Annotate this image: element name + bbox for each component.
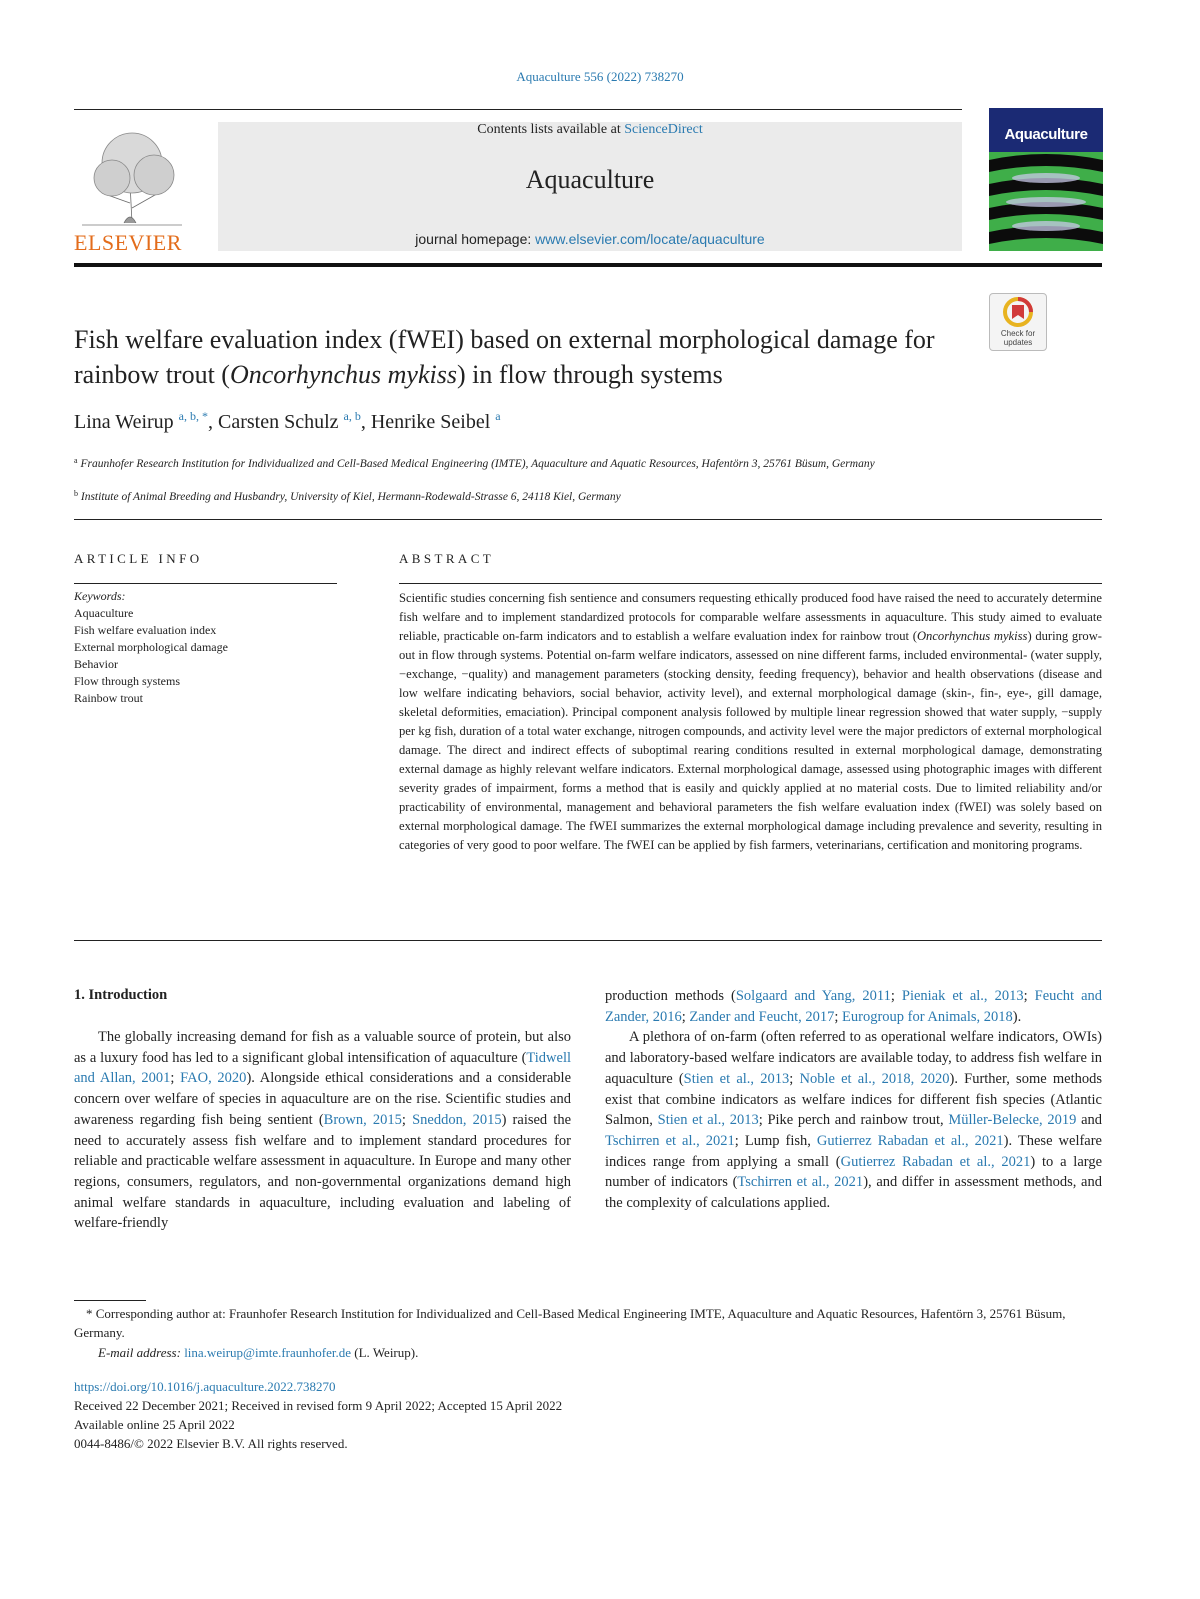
email-note: E-mail address: lina.weirup@imte.fraunhofer.de (L. Weirup). [98, 1345, 419, 1360]
citation-link[interactable]: FAO, 2020 [180, 1070, 247, 1087]
journal-cover-thumbnail[interactable] [989, 108, 1103, 251]
header-thick-rule [74, 263, 1102, 267]
keyword: Behavior [74, 657, 118, 671]
check-for-updates-label: Check for updates [1000, 329, 1036, 347]
received-dates: Received 22 December 2021; Received in revised form 9 April 2022; Accepted 15 April 2022 [74, 1398, 563, 1413]
introduction-heading: 1. Introduction [74, 987, 168, 1003]
article-title: Fish welfare evaluation index (fWEI) based on external morphological damage for rainbow trout (Oncorhynchus mykiss) in flow through systems [74, 325, 935, 389]
citation-link[interactable]: Tidwell and Allan, 2001 [74, 1049, 571, 1087]
article-info-heading: ARTICLE INFO [74, 551, 203, 566]
citation-link[interactable]: Pieniak et al., 2013 [901, 988, 1024, 1004]
journal-homepage: journal homepage: www.elsevier.com/locate/aquaculture [415, 231, 765, 247]
citation-link[interactable]: Zander and Feucht, 2017 [689, 1008, 835, 1025]
keyword: Fish welfare evaluation index [74, 623, 217, 637]
affiliation: $^b$ Institute of Animal Breeding and Husbandry, University of Kiel, Hermann-Rodewald-Strasse 6, 24118 Kiel, Germany [74, 489, 621, 503]
keyword: Rainbow trout [74, 691, 143, 705]
footnote-rule [74, 1300, 146, 1301]
citation-link[interactable]: Tschirren et al., 2021 [737, 1174, 864, 1191]
cover-title: Aquaculture [1004, 126, 1088, 143]
author-affil-marks[interactable]: a [495, 409, 501, 423]
author-affil-marks[interactable]: a, b, * [178, 409, 208, 423]
citation-link[interactable]: Tschirren et al., 2021 [605, 1132, 735, 1149]
contents-line: Contents lists available at ScienceDirect [477, 122, 703, 137]
citation-link[interactable]: Gutierrez Rabadan et al., 2021 [840, 1153, 1031, 1170]
keyword: Aquaculture [74, 606, 134, 620]
header-rule [74, 109, 962, 110]
intro-right-column [605, 986, 1102, 1214]
sciencedirect-link[interactable]: ScienceDirect [624, 122, 703, 137]
abstract-end-rule [74, 940, 1102, 941]
article-info-rule [74, 583, 337, 584]
author-name[interactable]: Lina Weirup [74, 411, 174, 433]
elsevier-wordmark: ELSEVIER [74, 230, 182, 255]
keywords-list [74, 588, 228, 707]
keywords-label: Keywords: [74, 589, 126, 603]
crossmark-icon [990, 294, 1046, 330]
intro-paragraph: A plethora of on-farm (often referred to as operational welfare indicators, OWIs) and laboratory-based welfare indicators are available today, to address fish welfare in aquaculture (Stien et al., 2013; Noble et al., 2018, 2020). Further, some methods exist that combine indicators as welfare indices for different fish species (Atlantic Salmon, Stien et al., 2013; Pike perch and rainbow trout, Müller-Belecke, 2019 and Tschirren et al., 2021; Lump fish, Gutierrez Rabadan et al., 2021). These welfare indices range from applying a small (Gutierrez Rabadan et al., 2021) to a large number of indicators (Tschirren et al., 2021), and differ in assessment methods, and the complexity of calculations applied. [605, 1029, 1103, 1212]
affiliation: $^a$ Fraunhofer Research Institution for Individualized and Cell-Based Medical Engineering (IMTE), Aquaculture and Aquatic Resources, Hafentörn 3, 25761 Büsum, Germany [74, 456, 875, 470]
author-list: Lina Weirup $^{a, b, *}$, Carsten Schulz $^{a, b}$, Henrike Seibel $^a$ [74, 409, 501, 433]
author-name[interactable]: Henrike Seibel [370, 411, 491, 433]
citation-link[interactable]: Feucht and Zander, 2016 [605, 988, 1103, 1025]
citation-link[interactable]: Brown, 2015 [323, 1111, 402, 1128]
homepage-link[interactable]: www.elsevier.com/locate/aquaculture [535, 231, 765, 247]
author-affil-marks[interactable]: a, b [343, 409, 361, 423]
journal-citation[interactable]: Aquaculture 556 (2022) 738270 [516, 69, 684, 84]
author-name[interactable]: Carsten Schulz [218, 411, 339, 433]
citation-link[interactable]: Noble et al., 2018, 2020 [799, 1070, 950, 1087]
citation-link[interactable]: Stien et al., 2013 [683, 1070, 790, 1087]
citation-link[interactable]: Müller-Belecke, 2019 [948, 1112, 1077, 1129]
keyword: Flow through systems [74, 674, 181, 688]
section-rule [74, 519, 1102, 520]
email-link[interactable]: lina.weirup@imte.fraunhofer.de [184, 1345, 352, 1360]
journal-title: Aquaculture [525, 165, 655, 194]
intro-paragraph: The globally increasing demand for fish as a valuable source of protein, but also as a luxury food has led to a significant global intensification of aquaculture (Tidwell and Allan, 2001; FAO, 2020). Alongside ethical considerations and a considerable concern over welfare of species in aquaculture are on the rise. Scientific studies and awareness regarding fish being sentient (Brown, 2015; Sneddon, 2015) raised the need to accurately assess fish welfare and to implement standard procedures for reliable and practicable welfare assessment in aquaculture. In Europe and many other regions, consumers, regulators, and non-governmental organizations demand high animal welfare standards in aquaculture, including evaluation and labeling of welfare-friendly [74, 1029, 572, 1232]
citation-link[interactable]: Sneddon, 2015 [412, 1111, 502, 1128]
abstract-rule [399, 583, 1102, 584]
article-meta [74, 1377, 562, 1453]
citation-link[interactable]: Eurogroup for Animals, 2018 [842, 1008, 1013, 1025]
abstract-heading: ABSTRACT [399, 551, 495, 566]
intro-paragraph: production methods (Solgaard and Yang, 2011; Pieniak et al., 2013; Feucht and Zander, 2016; Zander and Feucht, 2017; Eurogroup for Animals, 2018). [605, 988, 1103, 1025]
available-online: Available online 25 April 2022 [74, 1417, 235, 1432]
doi-link[interactable]: https://doi.org/10.1016/j.aquaculture.2022.738270 [74, 1379, 336, 1394]
copyright: 0044-8486/© 2022 Elsevier B.V. All rights reserved. [74, 1436, 348, 1451]
intro-left-column [74, 1027, 571, 1234]
keyword: External morphological damage [74, 640, 228, 654]
citation-link[interactable]: Stien et al., 2013 [657, 1112, 759, 1129]
abstract-text: Scientific studies concerning fish sentience and consumers requesting ethically produced food have raised the need to accurately determine fish welfare and to implement standardized protocols for comparable welfare assessments in aquaculture. This study aimed to evaluate reliable, practicable on-farm indicators and to establish a welfare evaluation index for rainbow trout (Oncorhynchus mykiss) during grow-out in flow through systems. Potential on-farm welfare indicators, assessed on nine different farms, included environmental- (water supply, −exchange, −quality) and management parameters (stocking density, feeding frequency), behavior and health observations (disease and low welfare indicating behaviors, social behavior, activity level), and external morphological damage (skin-, fin-, eye-, gill damage, skeletal deformities, emaciation). Principal component analysis followed by multiple linear regression showed that water supply, −supply per kg fish, duration of a total water exchange, nitrogen compounds, and activity level were the major predictors of external morphological damage. The direct and indirect effects of suboptimal rearing conditions resulted in external morphological damage, demonstrating external damage as highly relevant welfare indicators. External morphological damage, assessed using photographic images with different severity grades of impairment, forms a method that is easily and quickly applied at no material costs. Due to limited reliability and/or practicability of environmental, management and behavioral parameters the fish welfare evaluation index (fWEI) was solely based on external morphological damage. The fWEI summarizes the external morphological damage including prevalence and severity, resulting in categories of very good to poor welfare. The fWEI can be applied by fish farmers, veterinarians, certification and monitoring programs. [399, 591, 1102, 852]
citation-link[interactable]: Solgaard and Yang, 2011 [735, 988, 891, 1004]
corresponding-author-note: * Corresponding author at: Fraunhofer Research Institution for Individualized and Cell-Based Medical Engineering IMTE, Aquaculture and Aquatic Resources, Hafentörn 3, 25761 Büsum, Germany. [74, 1306, 1066, 1340]
cover-wave-pattern [989, 152, 1103, 251]
citation-link[interactable]: Gutierrez Rabadan et al., 2021 [816, 1132, 1004, 1149]
